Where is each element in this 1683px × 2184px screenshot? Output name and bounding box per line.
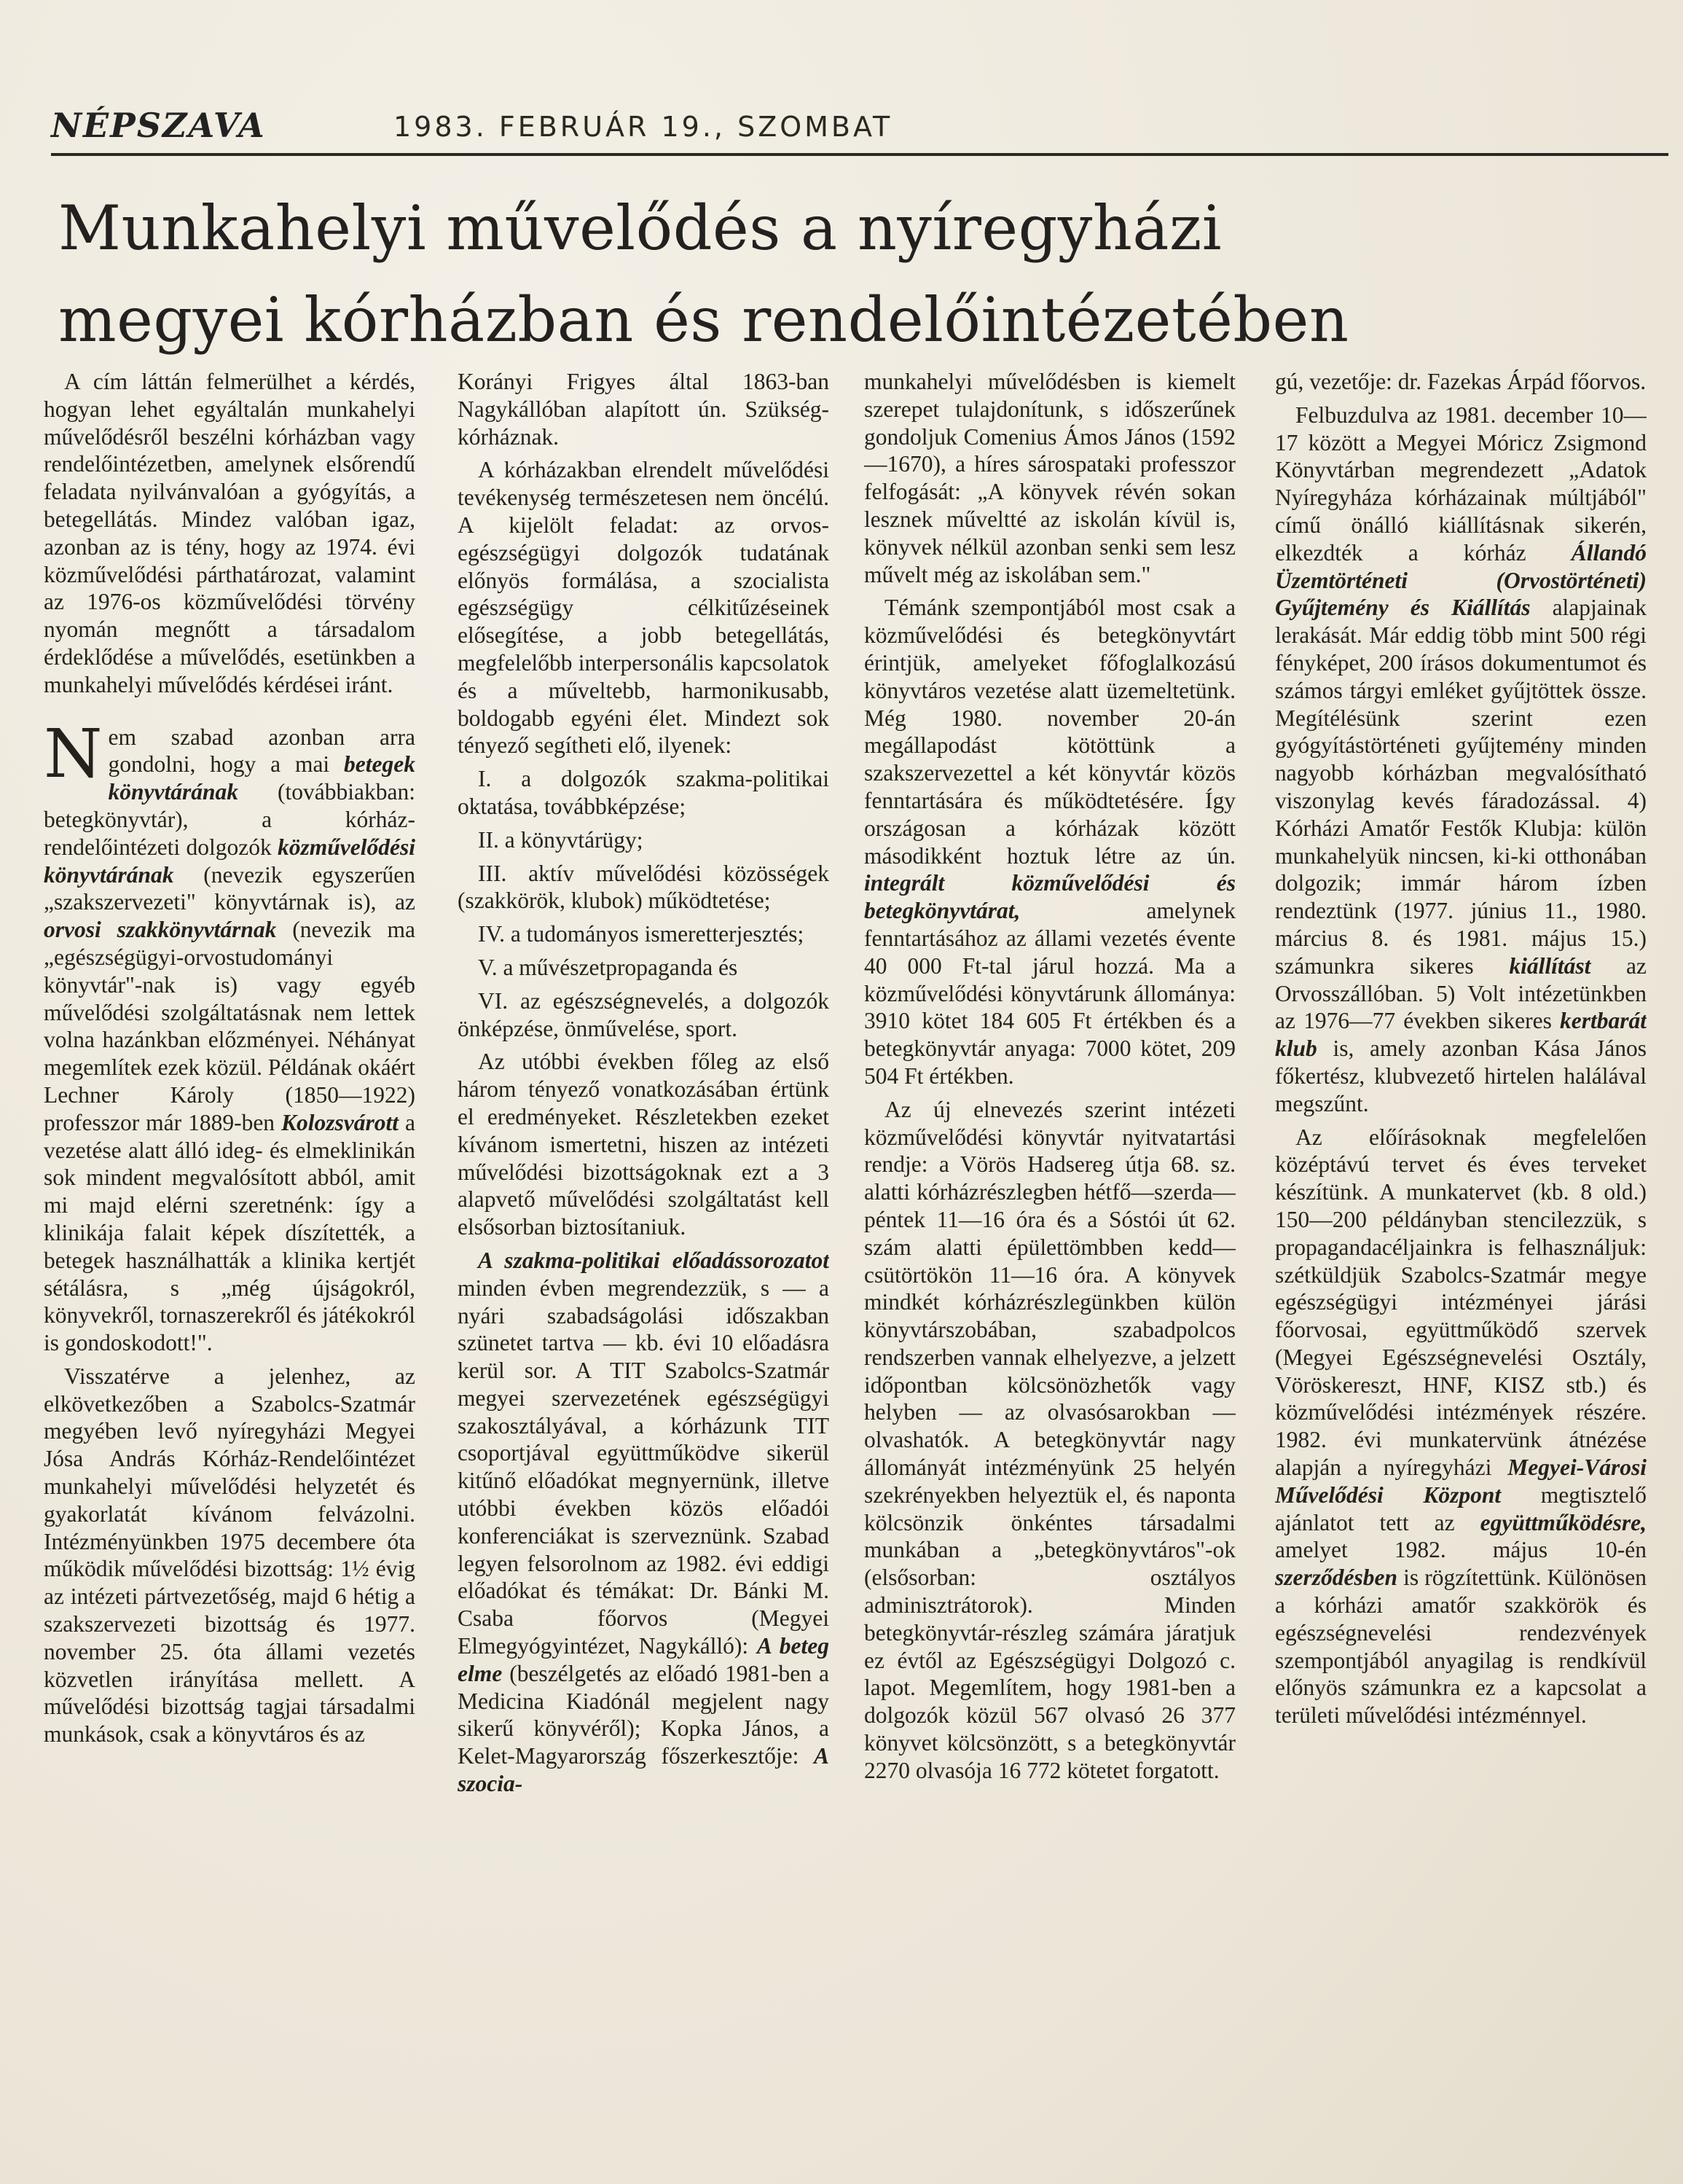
list-item: VI. az egészségnevelés, a dolgozók önképzése, önművelése, sport. — [458, 987, 829, 1041]
emphasis: betegek könyvtárának — [108, 751, 415, 805]
issue-date: 1983. FEBRUÁR 19., SZOMBAT — [393, 111, 893, 143]
paragraph — [1275, 1124, 1647, 1730]
text-run: Témánk szempontjából most csak a közművelődési és betegkönyvtárt érintjük, amelyeket főfoglalkozású könyvtáros vezetése alatt üzemeltetünk. Még 1980. november 20-án megállapodást kötöttünk a szakszervezettel a két könyvtár közös fenntartására és működtetésére. Így országosan a kórházak között másodikként hoztuk létre az ún. — [864, 595, 1236, 869]
text-run: a vezetése alatt álló ideg- és elmeklinikán sok mindent megvalósított abból, amit mi majd elérni szeretnénk: így a klinikája falait képek díszítették, a betegek használhatták a klinika kertjét sétálásra, s „még újságokról, könyvekről, tornaszerekről és játékokról is gondoskodott!". — [44, 1109, 415, 1356]
emphasis: Állandó Üzemtörténeti (Orvostörténeti) Gyűjtemény és Kiállítás — [1275, 539, 1647, 621]
paragraph — [44, 714, 415, 1357]
text-run: amelyet 1982. május 10-én — [1275, 1537, 1647, 1563]
column-2 — [458, 368, 829, 2168]
emphasis: A beteg elme — [458, 1633, 829, 1686]
text-run: Felbuzdulva az 1981. december 10—17 között a Megyei Móricz Zsigmond Könyvtárban megrendezett „Adatok Nyíregyháza kórházainak múltjából" című önálló kiállításnak sikerén, elkezdték a kórház — [1275, 402, 1647, 565]
column-4 — [1275, 368, 1647, 2168]
emphasis: Megyei-Városi Művelődési Központ — [1275, 1455, 1647, 1508]
paragraph: gú, vezetője: dr. Fazekas Árpád főorvos. — [1275, 369, 1647, 394]
paragraph: Korányi Frigyes által 1863-ban Nagykállóban alapított ún. Szükség-kórháznak. — [458, 369, 829, 450]
newspaper-name: NÉPSZAVA — [51, 106, 266, 145]
emphasis: kertbarát klub — [1275, 1008, 1647, 1062]
paragraph: Visszatérve a jelenhez, az elkövetkezőben a Szabolcs-Szatmár megyében levő nyíregyházi Megyei Jósa András Kórház-Rendelőintézet munkahelyi művelődési helyzetét és gyakorlatát kívánom felvázolni. Intézményünkben 1975 decembere óta működik művelődési bizottság: 1½ évig az intézeti pártvezetőség, majd 6 hétig a szakszervezeti bizottság és 1977. november 25. óta állami vezetés közvetlen irányítása mellett. A művelődési bizottság tagjai társadalmi munkások, csak a könyvtáros és az — [44, 1363, 415, 1747]
paragraph: Az új elnevezés szerint intézeti közművelődési könyvtár nyitvatartási rendje: a Vörös Hadsereg útja 68. sz. alatti kórházrészlegben hétfő—szerda—péntek 11—16 óra és a Sóstói út 62. szám alatti épülettömbben kedd—csütörtökön 11—16 óra. A könyvek mindkét kórházrészlegünkben külön könyvtárszobában, szabadpolcos rendszerben vannak elhelyezve, a jelzett időpontban kölcsönözhetők vagy helyben — az olvasósarokban — olvashatók. A betegkönyvtár nagy állományát intézményünk 25 helyén szekrényekben helyeztük el, és naponta kölcsönzik önkéntes társadalmi munkában a „betegkönyvtáros"-ok (elsősorban: osztályos adminisztrátorok). Minden betegkönyvtár-részleg számára járatjuk ez évtől az Egészségügyi Dolgozó c. lapot. Megemlítem, hogy 1981-ben a dolgozók közül 567 olvasó 26 377 könyvet kölcsönzött, s a betegkönyvtár 2270 olvasója 16 772 kötetet forgatott. — [864, 1096, 1236, 1783]
text-run: (nevezik ma „egészségügyi-orvostudományi könyvtár"-nak is) vagy egyéb művelődési szolgáltatásnak nem lettek volna hazánkban előzményei. Néhányat megemlítek ezek közül. Példának okáért Lechner Károly (1850—1922) professzor már 1889-ben — [44, 917, 415, 1135]
paragraph: A kórházakban elrendelt művelődési tevékenység természetesen nem öncélú. A kijelölt feladat: az orvos-egészségügyi dolgozók tudatának előnyös formálása, a szocialista egészségügy célkitűzéseinek elősegítése, a jobb betegellátás, megfelelőbb interpersonális kapcsolatok és a műveltebb, harmonikusabb, boldogabb egyéni élet. Mindezt sok tényező segítheti elő, ilyenek: — [458, 457, 829, 759]
text-run: Az előírásoknak megfelelően középtávú tervet és éves terveket készítünk. A munkatervet (kb. 8 old.) 150—200 példányban stencilezzük, s propagandacéljainkra is felhasználjuk: szétküldjük Szabolcs-Szatmár megye egészségügyi intézményei járási főorvosai, együttműködő szervek (Megyei Egészségnevelési Osztály, Vöröskereszt, HNF, KISZ stb.) és közművelődési intézmények részére. 1982. évi munkatervünk átnézése alapján a nyíregyházi — [1275, 1124, 1647, 1481]
text-run: (nevezik egyszerűen „szakszervezeti" könyvtárnak is), az — [44, 861, 415, 915]
text-run: az Orvosszállóban. 5) Volt intézetünkben az 1976—77 években sikeres — [1275, 952, 1647, 1034]
paragraph: munkahelyi művelődésben is kiemelt szerepet tulajdonítunk, s időszerűnek gondoljuk Comenius Ámos János (1592—1670), a híres sárospataki professzor felfogását: „A könyvek révén sokan lesznek műveltté az iskolán kívül is, könyvek nélkül azonban senki sem lesz művelt még az iskolában sem." — [864, 369, 1236, 587]
list-item: IV. a tudományos ismeretterjesztés; — [478, 921, 804, 947]
paragraph — [458, 1247, 829, 1798]
emphasis: kiállítást — [1509, 952, 1591, 979]
emphasis: közművelődési könyvtárának — [44, 834, 415, 888]
headline-line-1: Munkahelyi művelődés a nyíregyházi — [58, 192, 1223, 264]
text-run: amelynek fenntartásához az állami vezetés évente 40 000 Ft-tal járul hozzá. Ma a közművelődési könyvtárunk állománya: 3910 kötet 184 605 Ft értékben és a betegkönyvtár anyaga: 7000 kötet, 209 504 Ft értékben. — [864, 898, 1236, 1089]
list-item: V. a művészetpropaganda és — [478, 954, 738, 980]
paragraph: A cím láttán felmerülhet a kérdés, hogyan lehet egyáltalán munkahelyi művelődésről beszélni kórházban vagy rendelőintézetben, amelynek elsőrendű feladata nyilvánvalóan a gyógyítás, a betegellátás. Mindez valóban igaz, azonban az is tény, hogy az 1974. évi közművelődési párthatározat, valamint az 1976-os közművelődési törvény nyomán megnőtt a társadalom érdeklődése a művelődés, esetünkben a munkahelyi művelődés kérdései iránt. — [44, 369, 415, 697]
article-body — [44, 368, 1647, 2168]
article-headline — [58, 182, 1617, 366]
masthead — [51, 102, 1668, 156]
emphasis: A szocia- — [458, 1743, 829, 1797]
emphasis: szerződésben — [1275, 1565, 1398, 1591]
paragraph: Az utóbbi években főleg az első három tényező vonatkozásában értünk el eredményeket. Részletekben ezeket kívánom ismertetni, hiszen az intézeti művelődési bizottságoknak ezt a 3 alapvető művelődési szolgáltatást kell elsősorban biztosítaniuk. — [458, 1049, 829, 1240]
emphasis: orvosi szakkönyvtárnak — [44, 917, 277, 943]
list-item: I. a dolgozók szakma-politikai oktatása, továbbképzése; — [458, 766, 829, 819]
emphasis: együttműködésre, — [1480, 1509, 1647, 1535]
text-run: is, amely azonban Kása János főkertész, klubvezető hirtelen halálával megszűnt. — [1275, 1036, 1647, 1116]
text-run: alapjainak lerakását. Már eddig több mint 500 régi fényképet, 200 írásos dokumentumot és számos tárgyi emléket gyűjtöttek össze. Megítélésünk szerint ezen gyógyítástörténeti gyűjtemény minden nagyobb kórházban megvalósítható viszonylag kevés fáradozással. 4) Kórházi Amatőr Festők Klubja: külön munkahelyük nincsen, ki-ki otthonában dolgozik; immár három ízben rendeztünk (1977. június 11., 1980. március 8. és 1981. május 15.) számunkra sikeres — [1275, 595, 1647, 979]
paragraph — [1275, 402, 1647, 1118]
column-1 — [44, 368, 415, 2168]
headline-line-2: megyei kórházban és rendelőintézetében — [58, 284, 1349, 356]
emphasis: Kolozsvárott — [281, 1109, 399, 1135]
text-run: minden évben megrendezzük, s — a nyári szabadságolási időszakban szünetet tartva — kb. évi 10 előadásra kerül sor. A TIT Szabolcs-Szatmár megyei szervezetének egészségügyi szakosztályával, a kórházunk TIT csoportjával együttműködve sikerül kitűnő előadókat megnyernünk, illetve utóbbi években közös előadói konferenciákat is szerveznünk. Szabad legyen felsorolnom az 1982. évi eddigi előadókat és témákat: Dr. Bánki M. Csaba főorvos (Megyei Elmegyógyintézet, Nagykálló): — [458, 1275, 829, 1659]
emphasis: integrált közművelődési és betegkönyvtárat, — [864, 870, 1236, 924]
list-item: III. aktív művelődési közösségek (szakkörök, klubok) működtetése; — [458, 860, 829, 914]
column-3 — [864, 368, 1236, 2168]
text-run: em szabad azonban arra gondolni, hogy a mai — [108, 724, 415, 778]
drop-cap: N — [44, 714, 103, 793]
emphasis: A szakma-politikai előadássorozatot — [478, 1247, 829, 1273]
text-run: (továbbiakban: betegkönyvtár), a kórház-rendelőintézeti dolgozók — [44, 779, 415, 860]
text-run: is rögzítettünk. Különösen a kórházi amatőr szakkörök és egészségnevelési rendezvények szempontjából anyagilag is rendkívül előnyös számunkra ez a kapcsolat a területi művelődési intézménnyel. — [1275, 1565, 1647, 1729]
text-run: (beszélgetés az előadó 1981-ben a Medicina Kiadónál megjelent nagy sikerű könyvéről); Kopka János, a Kelet-Magyarország főszerkesztője: — [458, 1660, 829, 1769]
paragraph — [864, 594, 1236, 1089]
text-run: megtisztelő ajánlatot tett az — [1275, 1482, 1647, 1535]
list-item: II. a könyvtárügy; — [478, 826, 643, 853]
